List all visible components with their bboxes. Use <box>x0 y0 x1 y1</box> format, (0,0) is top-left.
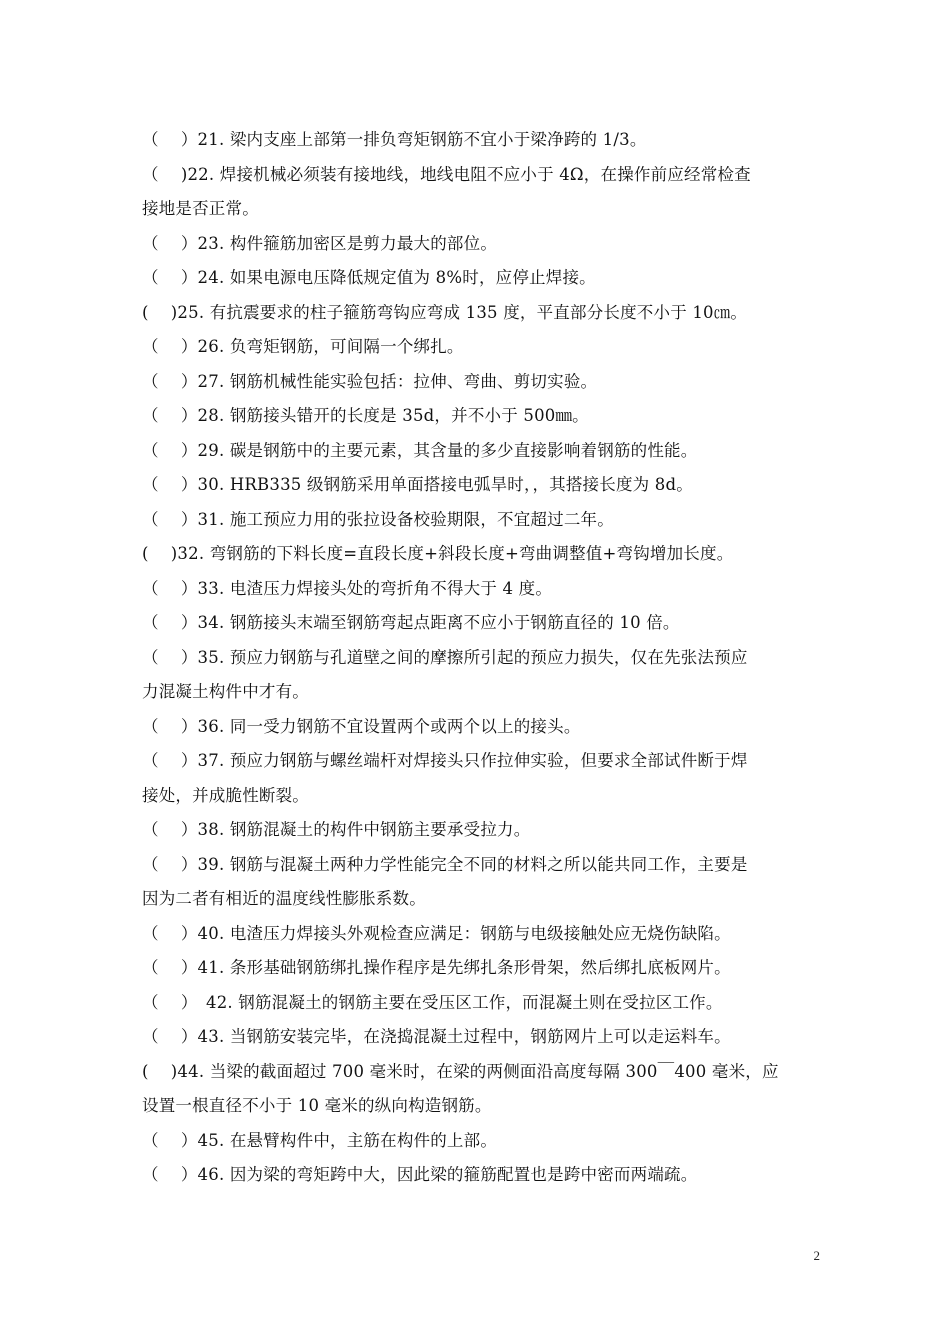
text-line: （ ） 42. 钢筋混凝土的钢筋主要在受压区工作，而混凝土则在受拉区工作。 <box>142 992 723 1012</box>
text-line: （ ）34. 钢筋接头末端至钢筋弯起点距离不应小于钢筋直径的 10 倍。 <box>142 613 680 632</box>
text-line: （ ）37. 预应力钢筋与螺丝端杆对焊接头只作拉伸实验，但要求全部试件断于焊 <box>142 751 748 770</box>
text-line: （ ）41. 条形基础钢筋绑扎操作程序是先绑扎条形骨架，然后绑扎底板网片。 <box>142 958 731 977</box>
page-number: 2 <box>813 1248 820 1263</box>
text-line: 力混凝土构件中才有。 <box>142 682 309 701</box>
text-line: （ ）29. 碳是钢筋中的主要元素，其含量的多少直接影响着钢筋的性能。 <box>142 440 698 460</box>
text-line: ( )32. 弯钢筋的下料长度=直段长度+斜段长度+弯曲调整值+弯钩增加长度。 <box>142 544 734 563</box>
text-line: （ ）30. HRB335 级钢筋采用单面搭接电弧旱时，，其搭接长度为 8d。 <box>142 475 693 494</box>
text-line: （ ）23. 构件箍筋加密区是剪力最大的部位。 <box>142 233 498 253</box>
text-line: （ ）26. 负弯矩钢筋，可间隔一个绑扎。 <box>142 337 464 356</box>
text-line: （ ）21. 梁内支座上部第一排负弯矩钢筋不宜小于梁净跨的 1/3。 <box>142 130 647 149</box>
text-line: 因为二者有相近的温度线性膨胀系数。 <box>142 889 426 908</box>
text-line: （ ）38. 钢筋混凝土的构件中钢筋主要承受拉力。 <box>142 820 531 839</box>
text-line: ( )44. 当梁的截面超过 700 毫米时，在梁的两侧面沿高度每隔 300￣400 毫米，应 <box>142 1061 779 1081</box>
text-line: （ ）36. 同一受力钢筋不宜设置两个或两个以上的接头。 <box>142 716 581 736</box>
text-line: （ ）33. 电渣压力焊接头处的弯折角不得大于 4 度。 <box>142 578 553 598</box>
text-line: 接地是否正常。 <box>142 199 259 218</box>
text-line: ( )25. 有抗震要求的柱子箍筋弯钩应弯成 135 度，平直部分长度不小于 10㎝。 <box>142 302 748 322</box>
text-line: （ ）35. 预应力钢筋与孔道壁之间的摩擦所引起的预应力损失，仅在先张法预应 <box>142 647 748 667</box>
text-line: （ ）43. 当钢筋安装完毕，在浇捣混凝土过程中，钢筋网片上可以走运料车。 <box>142 1027 731 1046</box>
text-line: （ ）46. 因为梁的弯矩跨中大，因此梁的箍筋配置也是跨中密而两端疏。 <box>142 1165 698 1184</box>
text-line: 接处，并成脆性断裂。 <box>142 785 309 805</box>
text-line: （ ）27. 钢筋机械性能实验包括：拉伸、弯曲、剪切实验。 <box>142 371 598 391</box>
text-line: （ ）24. 如果电源电压降低规定值为 8%时，应停止焊接。 <box>142 268 596 287</box>
text-line: （ )22. 焊接机械必须装有接地线，地线电阻不应小于 4Ω，在操作前应经常检查 <box>142 164 751 184</box>
text-line: （ ）45. 在悬臂构件中，主筋在构件的上部。 <box>142 1130 498 1150</box>
text-line: （ ）40. 电渣压力焊接头外观检查应满足：钢筋与电级接触处应无烧伤缺陷。 <box>142 923 731 943</box>
text-line: 设置一根直径不小于 10 毫米的纵向构造钢筋。 <box>142 1096 492 1115</box>
text-line: （ ）28. 钢筋接头错开的长度是 35d，并不小于 500㎜。 <box>142 406 589 425</box>
text-line: （ ）31. 施工预应力用的张拉设备校验期限，不宜超过二年。 <box>142 509 614 529</box>
text-line: （ ）39. 钢筋与混凝土两种力学性能完全不同的材料之所以能共同工作，主要是 <box>142 854 748 874</box>
question-list <box>142 123 812 1193</box>
